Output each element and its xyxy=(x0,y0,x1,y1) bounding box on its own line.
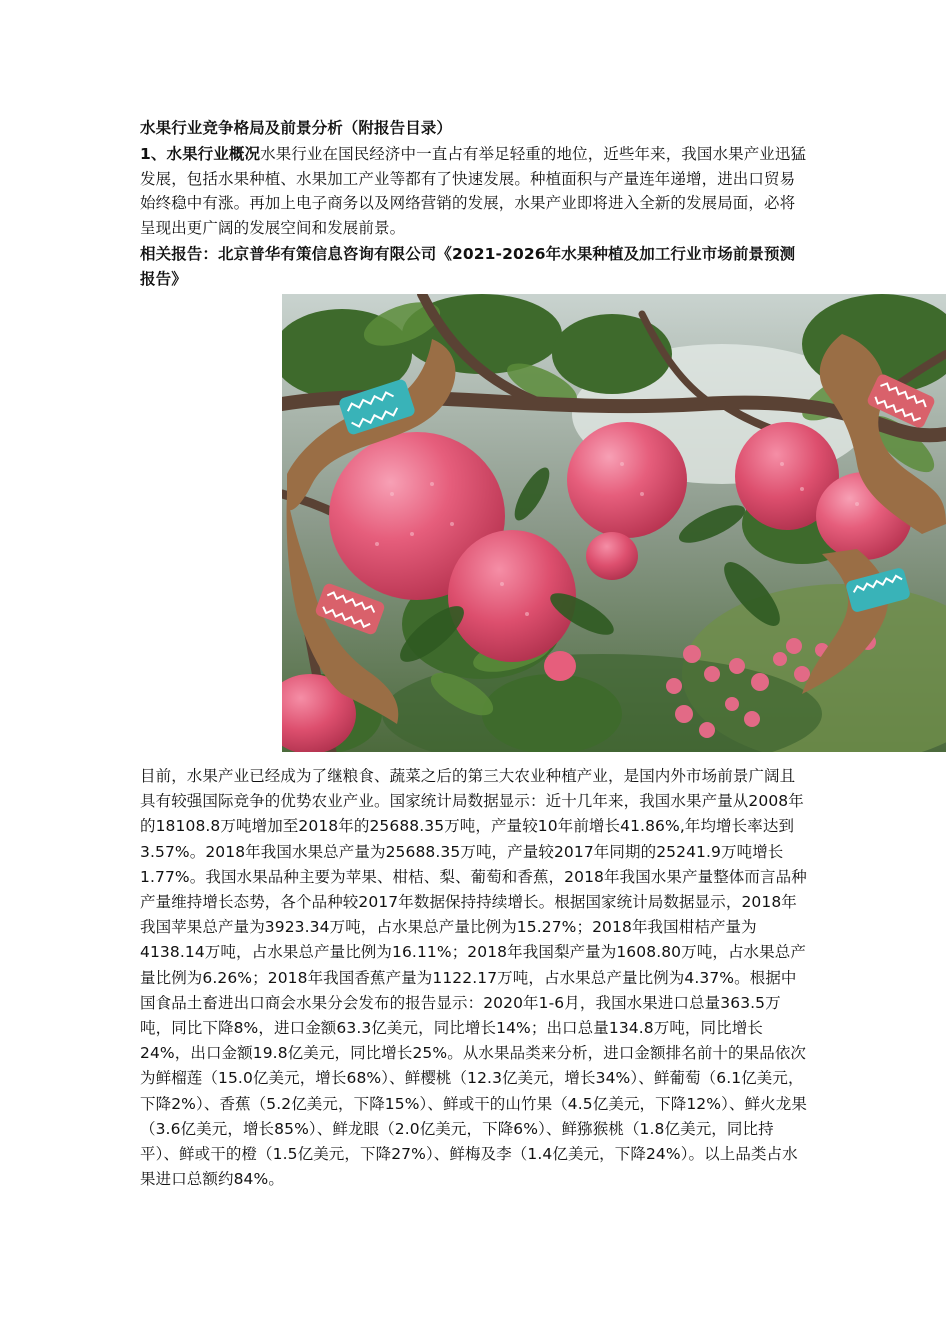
intro-lead: 1、水果行业概况 xyxy=(140,145,261,163)
body-paragraph: 目前，水果产业已经成为了继粮食、蔬菜之后的第三大农业种植产业，是国内外市场前景广阔且具有较强国际竞争的优势农业产业。国家统计局数据显示：近十几年来，我国水果产量从2008年的18108.8万吨增加至2018年的25688.35万吨，产量较10年前增长41.86%,年均增长率达到3.57%。2018年我国水果总产量为25688.35万吨，产量较2017年同期的25241.9万吨增长1.77%。我国水果品种主要为苹果、柑桔、梨、葡萄和香蕉，2018年我国水果产量整体而言品种产量维持增长态势，各个品种较2017年数据保持持续增长。根据国家统计局数据显示，2018年我国苹果总产量为3923.34万吨，占水果总产量比例为15.27%；2018年我国柑桔产量为4138.14万吨，占水果总产量比例为16.11%；2018年我国梨产量为1608.80万吨，占水果总产量比例为6.26%；2018年我国香蕉产量为1122.17万吨，占水果总产量比例为4.37%。根据中国食品土畜进出口商会水果分会发布的报告显示：2020年1-6月，我国水果进口总量363.5万吨，同比下降8%，进口金额63.3亿美元，同比增长14%；出口总量134.8万吨，同比增长24%，出口金额19.8亿美元，同比增长25%。从水果品类来分析，进口金额排名前十的果品依次为鲜榴莲（15.0亿美元，增长68%）、鲜樱桃（12.3亿美元，增长34%）、鲜葡萄（6.1亿美元，下降2%）、香蕉（5.2亿美元，下降15%）、鲜或干的山竹果（4.5亿美元，下降12%）、鲜火龙果（3.6亿美元，增长85%）、鲜龙眼（2.0亿美元，下降6%）、鲜猕猴桃（1.8亿美元，同比持平）、鲜或干的橙（1.5亿美元，下降27%）、鲜梅及李（1.4亿美元，下降24%）。以上品类占水果进口总额约84%。 xyxy=(140,767,807,1189)
intro-paragraph xyxy=(140,142,808,240)
apple-center xyxy=(567,422,687,538)
intro-text: 水果行业在国民经济中一直占有举足轻重的地位，近些年来，我国水果产业迅猛发展，包括水果种植、水果加工产业等都有了快速发展。种植面积与产量连年递增，进出口贸易始终稳中有涨。再加上电子商务以及网络营销的发展，水果产业即将进入全新的发展局面，必将呈现出更广阔的发展空间和发展前景。 xyxy=(140,145,807,237)
document-title: 水果行业竞争格局及前景分析（附报告目录） xyxy=(140,119,453,137)
apple-orchard-photo xyxy=(282,294,946,752)
apple-small-center xyxy=(586,532,638,580)
related-report: 相关报告：北京普华有策信息咨询有限公司《2021-2026年水果种植及加工行业市场前景预测报告》 xyxy=(140,245,796,288)
apple-orchard-illustration xyxy=(282,294,946,752)
